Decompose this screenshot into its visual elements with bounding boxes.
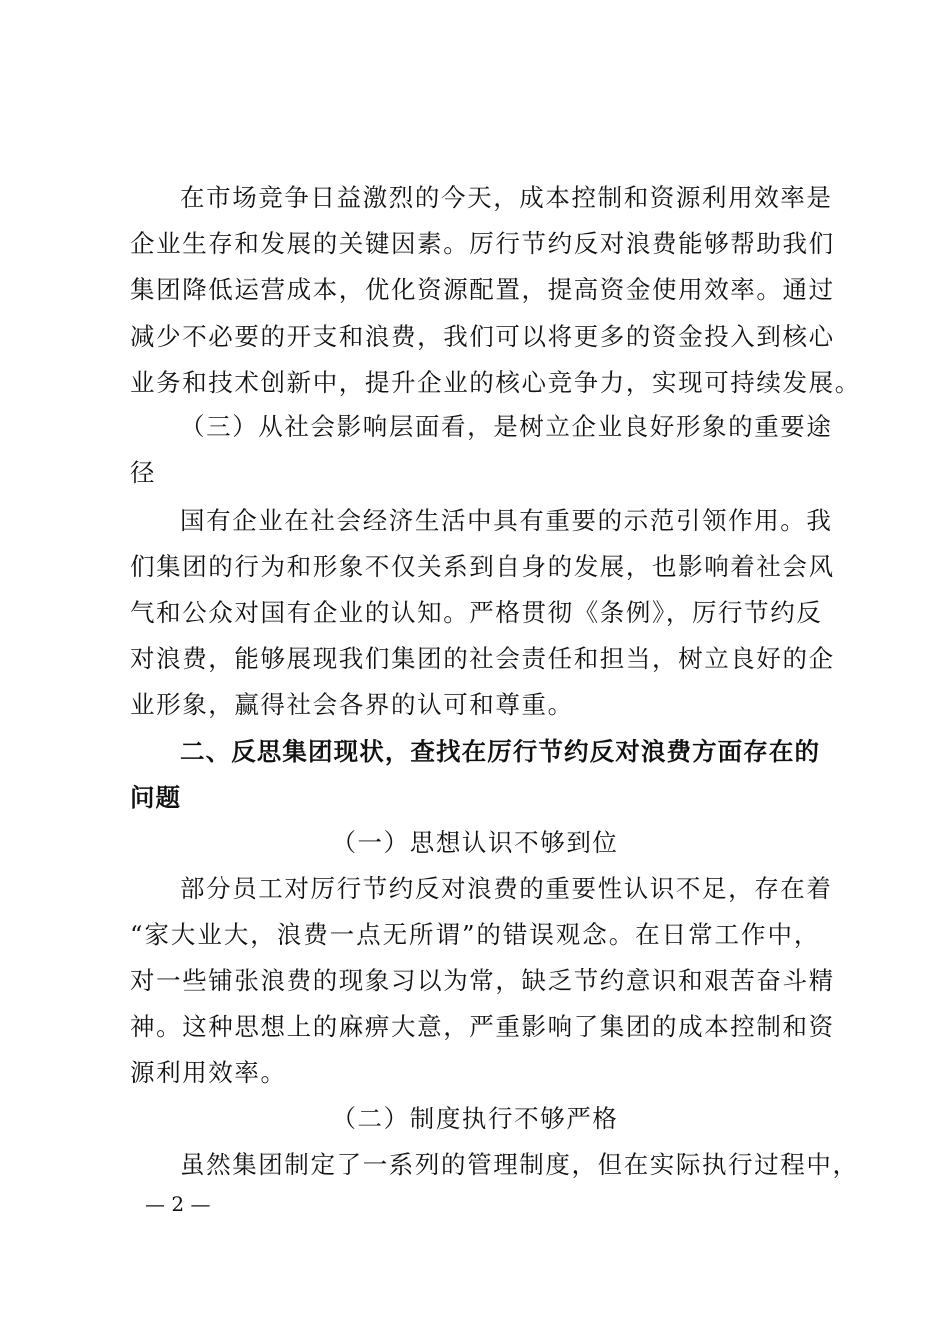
paragraph-line: 对浪费，能够展现我们集团的社会责任和担当，树立良好的企 xyxy=(130,644,835,673)
paragraph-line: 神。这种思想上的麻痹大意，严重影响了集团的成本控制和资 xyxy=(130,1012,835,1041)
subheading-line: 径 xyxy=(130,458,157,487)
page-number: — 2 — xyxy=(145,1192,211,1216)
paragraph-line: 部分员工对厉行节约反对浪费的重要性认识不足，存在着 xyxy=(180,874,833,903)
paragraph-line: 国有企业在社会经济生活中具有重要的示范引领作用。我 xyxy=(180,506,833,535)
paragraph-line: 集团降低运营成本，优化资源配置，提高资金使用效率。通过 xyxy=(130,275,835,304)
subheading-line: （二）制度执行不够严格 xyxy=(331,1104,619,1133)
paragraph-line: 减少不必要的开支和浪费，我们可以将更多的资金投入到核心 xyxy=(130,322,835,351)
subheading-line: （三）从社会影响层面看，是树立企业良好形象的重要途 xyxy=(180,412,833,441)
paragraph-line: 业务和技术创新中，提升企业的核心竞争力，实现可持续发展。 xyxy=(130,368,861,397)
paragraph-line: 对一些铺张浪费的现象习以为常，缺乏节约意识和艰苦奋斗精 xyxy=(130,966,835,995)
paragraph-line: 气和公众对国有企业的认知。严格贯彻《条例》，厉行节约反 xyxy=(130,598,823,627)
section-heading: 问题 xyxy=(130,783,181,812)
paragraph-line: “家大业大，浪费一点无所谓”的错误观念。在日常工作中， xyxy=(130,920,820,949)
paragraph-line: 们集团的行为和形象不仅关系到自身的发展，也影响着社会风 xyxy=(130,552,835,581)
section-heading: 二、反思集团现状，查找在厉行节约反对浪费方面存在的 xyxy=(180,737,820,766)
paragraph-line: 企业生存和发展的关键因素。厉行节约反对浪费能够帮助我们 xyxy=(130,229,835,258)
paragraph-line: 在市场竞争日益激烈的今天，成本控制和资源利用效率是 xyxy=(180,183,833,212)
subheading-line: （一）思想认识不够到位 xyxy=(331,828,619,857)
paragraph-line: 业形象，赢得社会各界的认可和尊重。 xyxy=(130,690,574,719)
paragraph-line: 虽然集团制定了一系列的管理制度，但在实际执行过程中， xyxy=(180,1150,859,1179)
paragraph-line: 源利用效率。 xyxy=(130,1058,287,1087)
